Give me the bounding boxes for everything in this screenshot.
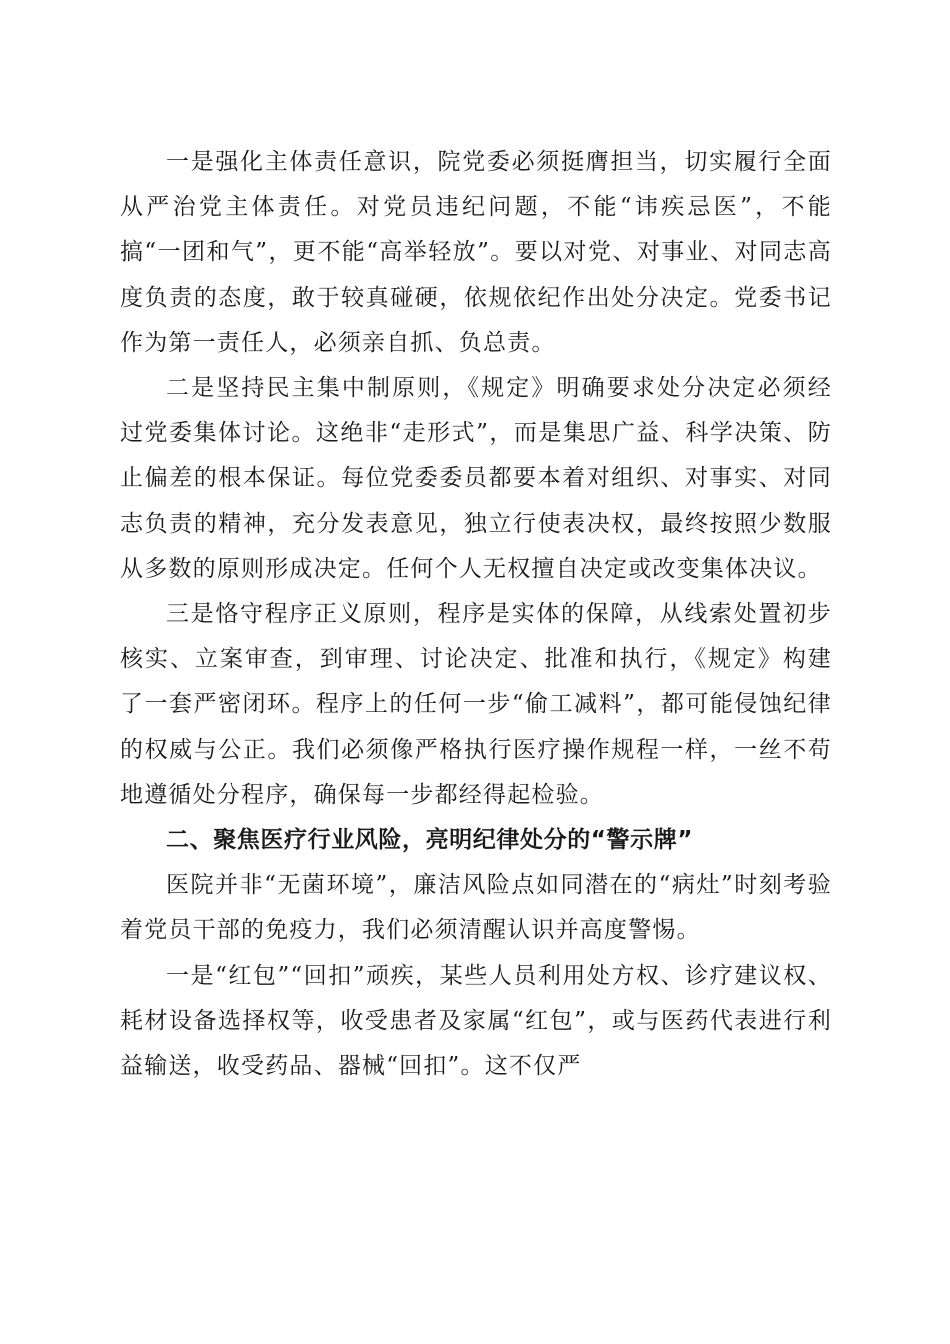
paragraph-kickbacks: 一是“红包”“回扣”顽疾，某些人员利用处方权、诊疗建议权、耗材设备选择权等，收受患者及家属“红包”，或与医药代表进行利益输送，收受药品、器械“回扣”。这不仅严 — [120, 962, 832, 1080]
paragraph-risk-intro: 医院并非“无菌环境”，廉洁风险点如同潜在的“病灶”时刻考验着党员干部的免疫力，我们必须清醒认识并高度警惕。 — [120, 872, 832, 944]
paragraph-responsibility: 一是强化主体责任意识，院党委必须挺膺担当，切实履行全面从严治党主体责任。对党员违纪问题，不能“讳疾忌医”，不能搞“一团和气”，更不能“高举轻放”。要以对党、对事业、对同志高度负责的态度，敢于较真碰硬，依规依纪作出处分决定。党委书记作为第一责任人，必须亲自抓、负总责。 — [120, 149, 832, 356]
document-body — [120, 140, 832, 1089]
paragraph-democratic-centralism: 二是坚持民主集中制原则，《规定》明确要求处分决定必须经过党委集体讨论。这绝非“走形式”，而是集思广益、科学决策、防止偏差的根本保证。每位党委委员都要本着对组织、对事实、对同志负责的精神，充分发表意见，独立行使表决权，最终按照少数服从多数的原则形成决定。任何个人无权擅自决定或改变集体决议。 — [120, 375, 832, 582]
paragraph-procedural-justice: 三是恪守程序正义原则，程序是实体的保障，从线索处置初步核实、立案审查，到审理、讨论决定、批准和执行，《规定》构建了一套严密闭环。程序上的任何一步“偷工减料”，都可能侵蚀纪律的权威与公正。我们必须像严格执行医疗操作规程一样，一丝不苟地遵循处分程序，确保每一步都经得起检验。 — [120, 601, 832, 808]
section-heading: 二、聚焦医疗行业风险，亮明纪律处分的“警示牌” — [166, 827, 694, 854]
